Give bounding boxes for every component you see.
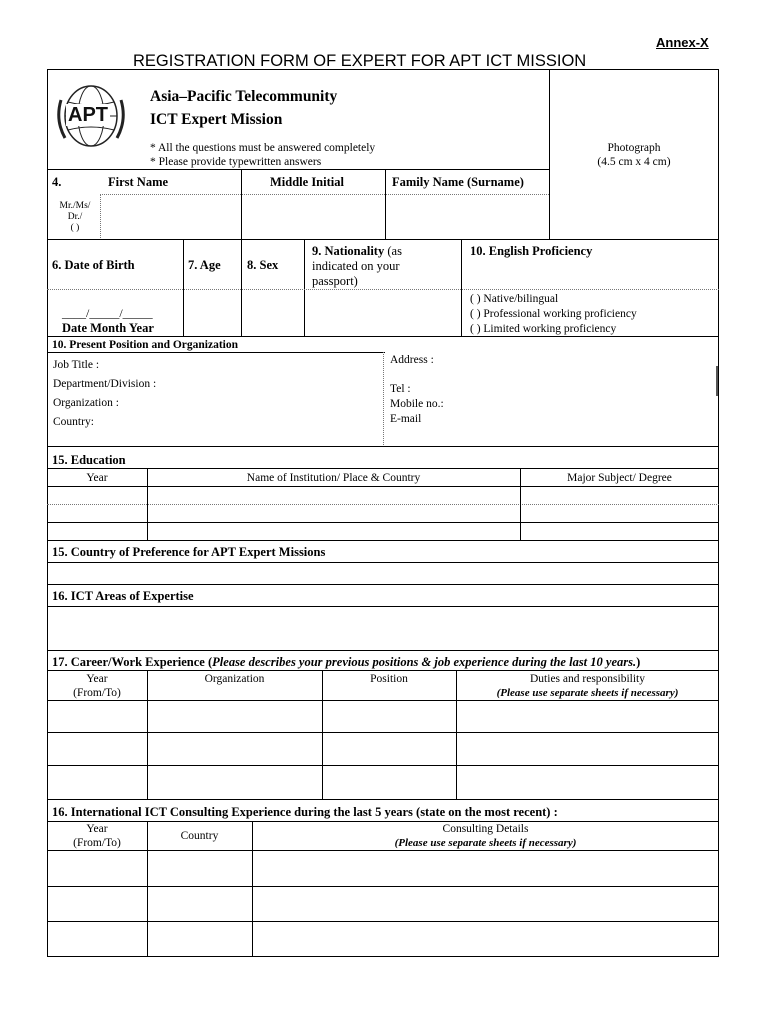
- career-heading-close: ): [636, 655, 641, 669]
- photograph-size: (4.5 cm x 4 cm): [597, 156, 671, 168]
- preference-line: [47, 562, 719, 563]
- education-col-year: Year: [86, 472, 108, 484]
- nat-eng-divider: [461, 239, 462, 337]
- expertise-heading: 16. ICT Areas of Expertise: [52, 589, 194, 603]
- dob-format: Date Month Year: [62, 321, 154, 335]
- career-col-year-range: (From/To): [73, 687, 121, 699]
- address-label: Address :: [390, 354, 434, 366]
- middle-family-divider: [385, 169, 386, 240]
- present-heading-line: [47, 352, 385, 353]
- email-label: E-mail: [390, 413, 422, 425]
- logo-text: APT: [68, 104, 108, 126]
- name-label-divider: [100, 194, 549, 195]
- title-option-2: Dr./: [67, 212, 83, 222]
- consulting-col-details-note: (Please use separate sheets if necessary): [394, 837, 577, 849]
- career-col-organization: Organization: [204, 673, 265, 685]
- career-heading-text: 17. Career/Work Experience (: [52, 655, 213, 669]
- career-col-duties: Duties and responsibility: [530, 673, 645, 685]
- consulting-col-details: Consulting Details: [442, 823, 529, 835]
- age-label: 7. Age: [188, 258, 221, 272]
- consulting-col-country: Country: [180, 830, 219, 842]
- english-label: 10. English Proficiency: [470, 244, 593, 258]
- consulting-col-year-range: (From/To): [73, 837, 121, 849]
- personal-divider: [47, 289, 719, 290]
- note-typewritten: * Please provide typewritten answers: [150, 156, 322, 168]
- career-col-divider-1: [147, 670, 148, 800]
- education-heading: 15. Education: [52, 453, 126, 467]
- mobile-label: Mobile no.:: [390, 398, 444, 410]
- tel-label: Tel :: [390, 383, 411, 395]
- dob-label: 6. Date of Birth: [52, 258, 135, 272]
- name-number: 4.: [52, 175, 62, 189]
- education-col-subject: Major Subject/ Degree: [567, 472, 672, 484]
- title-option-1: Mr./Ms/: [59, 201, 91, 211]
- career-col-divider-2: [322, 670, 323, 800]
- english-professional[interactable]: ( ) Professional working proficiency: [470, 308, 637, 320]
- department-label: Department/Division :: [53, 378, 157, 390]
- career-col-duties-note: (Please use separate sheets if necessary): [496, 687, 679, 699]
- nationality-note: (as: [387, 244, 402, 258]
- present-divider: [383, 352, 384, 447]
- career-col-position: Position: [370, 673, 408, 685]
- sex-nat-divider: [304, 239, 305, 337]
- photograph-label: Photograph: [607, 142, 661, 154]
- english-native[interactable]: ( ) Native/bilingual: [470, 293, 559, 305]
- form-title: REGISTRATION FORM OF EXPERT FOR APT ICT MISSION: [133, 52, 587, 70]
- consulting-col-year: Year: [86, 823, 108, 835]
- first-name-label: First Name: [108, 175, 169, 189]
- education-col-institution: Name of Institution/ Place & Country: [246, 472, 421, 484]
- career-heading-note: Please describes your previous positions & job experience during the last 10 years.: [212, 655, 637, 669]
- nationality-label: [312, 244, 402, 258]
- country-label: Country:: [53, 416, 94, 428]
- org-name: Asia–Pacific Telecommunity: [150, 88, 338, 105]
- dob-age-divider: [183, 239, 184, 337]
- preference-heading: 15. Country of Preference for APT Expert Missions: [52, 545, 326, 559]
- nationality-note-3: passport): [312, 274, 358, 288]
- apt-logo: [52, 80, 130, 152]
- job-title-label: Job Title :: [53, 359, 100, 371]
- family-name-label: Family Name (Surname): [392, 175, 524, 189]
- organization-label: Organization :: [53, 397, 119, 409]
- header-divider: [47, 169, 550, 170]
- dob-blank[interactable]: ____/_____/_____: [62, 306, 153, 320]
- age-sex-divider: [241, 239, 242, 337]
- annex-label: Annex-X: [656, 35, 709, 50]
- consulting-heading: 16. International ICT Consulting Experience during the last 5 years (state on the most recent) :: [52, 805, 558, 819]
- nationality-title: 9. Nationality: [312, 244, 385, 258]
- career-col-year: Year: [86, 673, 108, 685]
- sex-label: 8. Sex: [247, 258, 279, 272]
- note-complete: * All the questions must be answered completely: [150, 142, 376, 154]
- mission-name: ICT Expert Mission: [150, 111, 283, 128]
- expertise-line: [47, 606, 719, 607]
- english-limited[interactable]: ( ) Limited working proficiency: [470, 323, 617, 335]
- career-heading: [52, 655, 640, 669]
- title-option-3[interactable]: ( ): [70, 223, 80, 233]
- first-middle-divider: [241, 169, 242, 240]
- middle-initial-label: Middle Initial: [270, 175, 344, 189]
- nationality-note-2: indicated on your: [312, 259, 400, 273]
- present-heading: 10. Present Position and Organization: [52, 339, 239, 351]
- scroll-marker: [716, 366, 718, 396]
